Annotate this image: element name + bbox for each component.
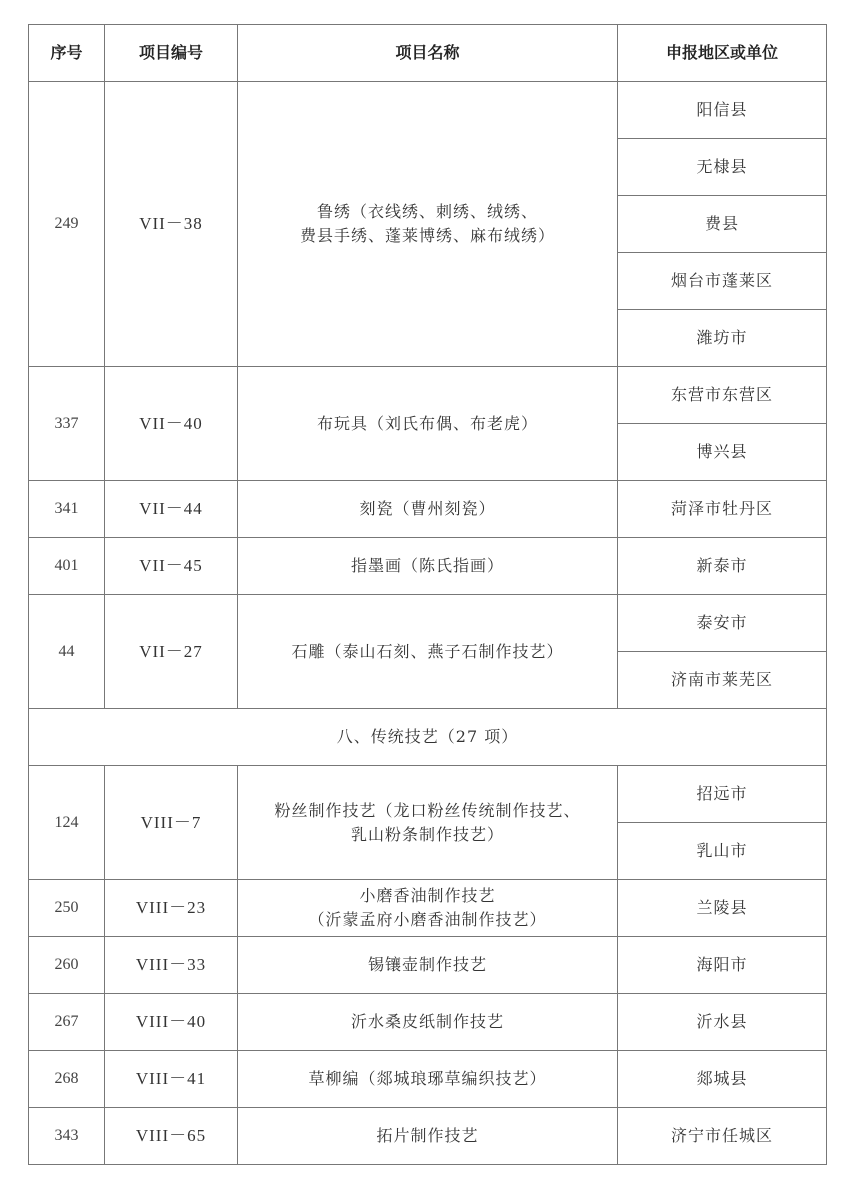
name-cell: 拓片制作技艺 <box>238 1108 618 1165</box>
seq-cell: 260 <box>29 937 105 994</box>
region-cell: 潍坊市 <box>618 310 827 367</box>
name-cell: 锡镶壶制作技艺 <box>238 937 618 994</box>
section-row <box>29 709 827 766</box>
code-cell: VIII－7 <box>105 766 238 880</box>
code-cell: VIII－33 <box>105 937 238 994</box>
region-cell: 博兴县 <box>618 424 827 481</box>
table-row <box>29 481 827 538</box>
region-cell: 泰安市 <box>618 595 827 652</box>
code-cell: VII－45 <box>105 538 238 595</box>
region-cell: 费县 <box>618 196 827 253</box>
region-cell: 乳山市 <box>618 823 827 880</box>
name-cell <box>238 766 618 880</box>
region-cell: 海阳市 <box>618 937 827 994</box>
region-cell: 新泰市 <box>618 538 827 595</box>
table-row <box>29 1108 827 1165</box>
name-cell: 草柳编（郯城琅琊草编织技艺） <box>238 1051 618 1108</box>
name-line: 费县手绣、蓬莱博绣、麻布绒绣） <box>299 226 555 245</box>
region-cell: 菏泽市牡丹区 <box>618 481 827 538</box>
table-header-row <box>29 25 827 82</box>
name-cell <box>238 82 618 367</box>
region-cell: 无棣县 <box>618 139 827 196</box>
name-line: （沂蒙孟府小磨香油制作技艺） <box>308 910 547 929</box>
code-cell: VII－38 <box>105 82 238 367</box>
table-row <box>29 766 827 823</box>
name-cell: 石雕（泰山石刻、燕子石制作技艺） <box>238 595 618 709</box>
code-cell: VII－40 <box>105 367 238 481</box>
header-seq: 序号 <box>29 25 105 82</box>
header-region: 申报地区或单位 <box>618 25 827 82</box>
region-cell: 阳信县 <box>618 82 827 139</box>
region-cell: 沂水县 <box>618 994 827 1051</box>
code-cell: VIII－40 <box>105 994 238 1051</box>
code-cell: VIII－23 <box>105 880 238 937</box>
code-cell: VIII－65 <box>105 1108 238 1165</box>
region-cell: 济南市莱芜区 <box>618 652 827 709</box>
name-line: 小磨香油制作技艺 <box>359 886 496 905</box>
region-cell: 济宁市任城区 <box>618 1108 827 1165</box>
name-line: 鲁绣（衣线绣、刺绣、绒绣、 <box>316 202 538 221</box>
table-row <box>29 595 827 652</box>
table-row <box>29 538 827 595</box>
name-line: 乳山粉条制作技艺） <box>350 824 504 844</box>
seq-cell: 250 <box>29 880 105 937</box>
name-cell: 沂水桑皮纸制作技艺 <box>238 994 618 1051</box>
region-cell: 招远市 <box>618 766 827 823</box>
name-cell <box>238 880 618 937</box>
seq-cell: 267 <box>29 994 105 1051</box>
code-cell: VIII－41 <box>105 1051 238 1108</box>
seq-cell: 337 <box>29 367 105 481</box>
name-cell: 刻瓷（曹州刻瓷） <box>238 481 618 538</box>
code-cell: VII－27 <box>105 595 238 709</box>
region-cell: 兰陵县 <box>618 880 827 937</box>
seq-cell: 268 <box>29 1051 105 1108</box>
region-cell: 郯城县 <box>618 1051 827 1108</box>
seq-cell: 343 <box>29 1108 105 1165</box>
name-cell: 指墨画（陈氏指画） <box>238 538 618 595</box>
table-row <box>29 82 827 139</box>
table-row <box>29 1051 827 1108</box>
heritage-project-table <box>28 24 827 1165</box>
seq-cell: 44 <box>29 595 105 709</box>
seq-cell: 124 <box>29 766 105 880</box>
region-cell: 东营市东营区 <box>618 367 827 424</box>
seq-cell: 341 <box>29 481 105 538</box>
seq-cell: 401 <box>29 538 105 595</box>
table-row <box>29 367 827 424</box>
section-title: 八、传统技艺（27 项） <box>29 709 827 766</box>
table-row <box>29 937 827 994</box>
table-row <box>29 994 827 1051</box>
header-name: 项目名称 <box>238 25 618 82</box>
code-cell: VII－44 <box>105 481 238 538</box>
header-code: 项目编号 <box>105 25 238 82</box>
region-cell: 烟台市蓬莱区 <box>618 253 827 310</box>
name-cell: 布玩具（刘氏布偶、布老虎） <box>238 367 618 481</box>
seq-cell: 249 <box>29 82 105 367</box>
name-line: 粉丝制作技艺（龙口粉丝传统制作技艺、 <box>274 800 581 820</box>
table-row <box>29 880 827 937</box>
